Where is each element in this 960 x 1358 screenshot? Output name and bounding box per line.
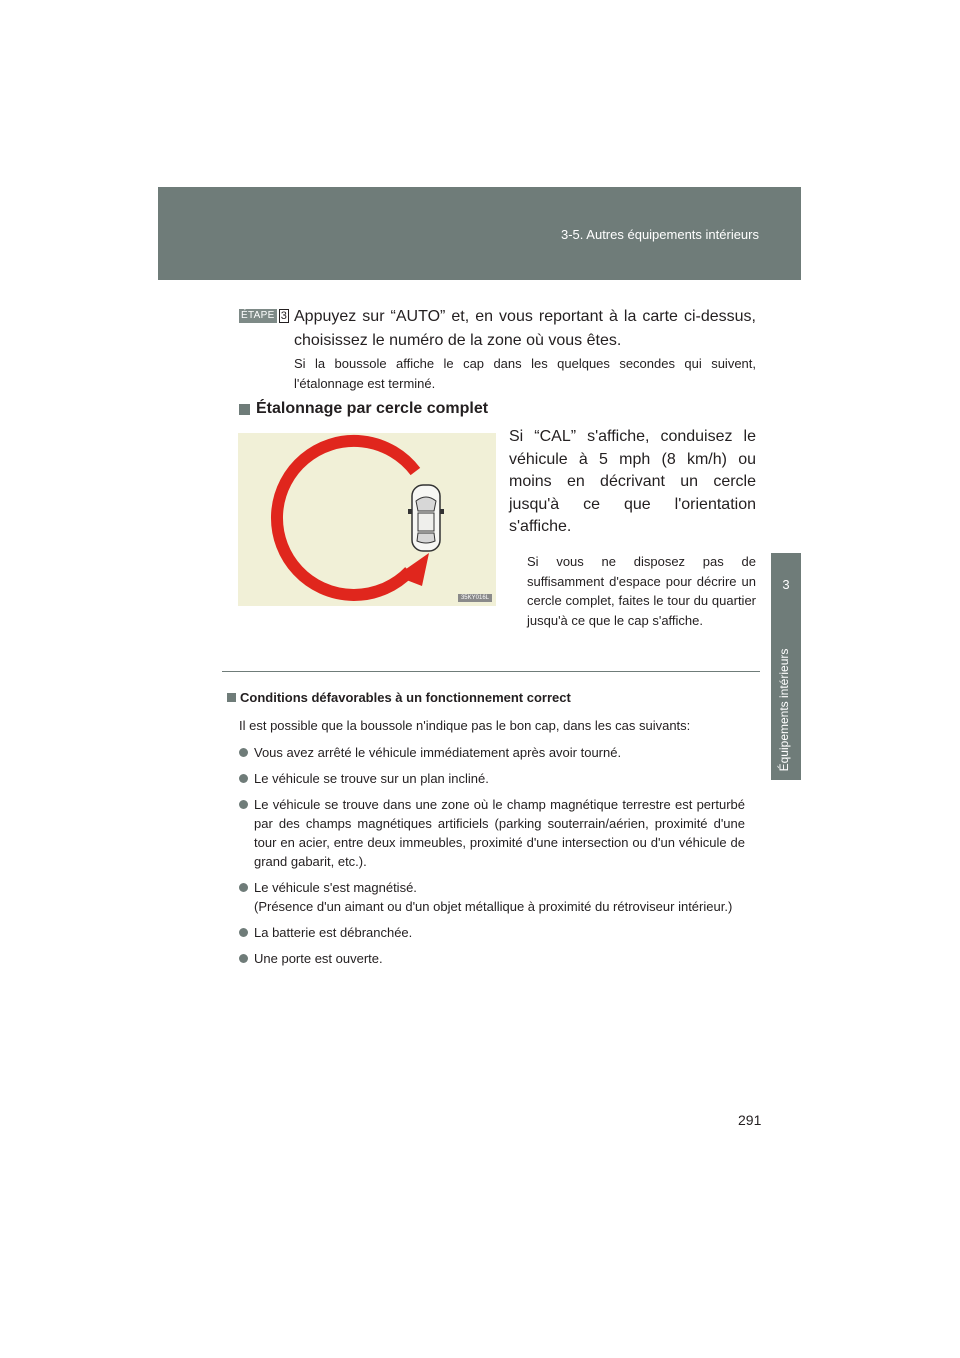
list-item-text: Vous avez arrêté le véhicule immédiatement après avoir tourné. xyxy=(254,745,622,760)
circle-arrow-illustration xyxy=(238,433,496,606)
list-item xyxy=(239,878,745,916)
step-note: Si la boussole affiche le cap dans les quelques secondes qui suivent, l'étalonnage est terminé. xyxy=(294,356,756,391)
square-bullet-icon xyxy=(227,693,236,702)
list-item xyxy=(239,795,745,871)
conditions-intro: Il est possible que la boussole n'indique pas le bon cap, dans les cas suivants: xyxy=(239,718,691,733)
page-number: 291 xyxy=(738,1112,762,1128)
calibration-heading xyxy=(239,400,488,418)
circular-arrow-icon xyxy=(277,441,415,595)
calibration-instruction: Si “CAL” s'affiche, conduisez le véhicule à 5 mph (8 km/h) ou moins en décrivant un cercle jusqu'à ce que l'orientation s'affiche. xyxy=(509,428,756,535)
list-item-text: Le véhicule se trouve dans une zone où le champ magnétique terrestre est perturbé par des champs magnétiques artificiels (parking souterrain/aérien, proximité d'une tour en acier, entre deux immeubles, proximité d'une intersection ou d'un véhicule de grand gabarit, etc.). xyxy=(254,797,745,869)
conditions-heading xyxy=(227,690,571,705)
header-band xyxy=(158,187,801,280)
step-instruction: Appuyez sur “AUTO” et, en vous reportant à la carte ci-dessus, choisissez le numéro de la zone où vous êtes. xyxy=(294,308,756,349)
list-item xyxy=(239,923,745,942)
list-item-detail: (Présence d'un aimant ou d'un objet métallique à proximité du rétroviseur intérieur.) xyxy=(254,899,733,914)
circle-calibration-diagram xyxy=(238,433,496,606)
diagram-code: 35KY016L xyxy=(458,594,492,602)
square-bullet-icon xyxy=(239,404,250,415)
list-item xyxy=(239,949,745,968)
section-title: 3-5. Autres équipements intérieurs xyxy=(561,227,759,242)
conditions-heading-text: Conditions défavorables à un fonctionnement correct xyxy=(240,690,571,705)
car-top-view-icon xyxy=(408,485,444,551)
step-badge xyxy=(239,308,289,324)
chapter-number: 3 xyxy=(782,577,790,592)
list-item-text: Une porte est ouverte. xyxy=(254,951,383,966)
list-item-text: Le véhicule se trouve sur un plan incliné. xyxy=(254,771,489,786)
step-badge-word: ÉTAPE xyxy=(241,310,275,321)
list-item-text: Le véhicule s'est magnétisé. xyxy=(254,880,417,895)
conditions-list xyxy=(239,743,745,975)
list-item xyxy=(239,743,745,762)
calibration-heading-text: Étalonnage par cercle complet xyxy=(256,400,489,417)
chapter-label: Équipements intérieurs xyxy=(777,648,791,772)
calibration-note: Si vous ne disposez pas de suffisamment d'espace pour décrire un cercle complet, faites le tour du quartier jusqu'à ce que le cap s'affiche. xyxy=(527,554,756,628)
section-divider xyxy=(222,671,760,672)
list-item-text: La batterie est débranchée. xyxy=(254,925,413,940)
step-badge-number: 3 xyxy=(279,309,289,323)
list-item xyxy=(239,769,745,788)
